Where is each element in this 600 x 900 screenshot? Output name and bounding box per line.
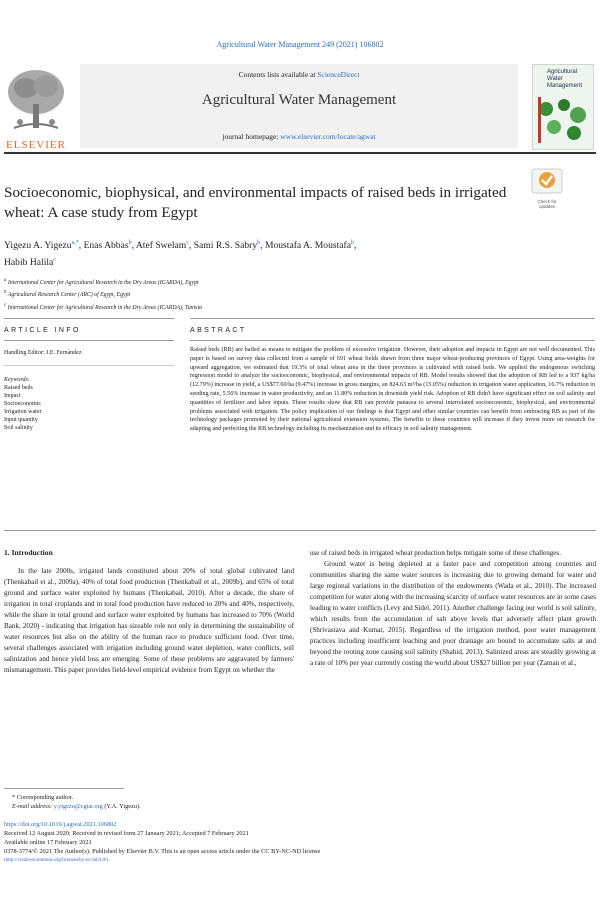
cover-graphic-icon bbox=[534, 95, 592, 145]
footnote-rule bbox=[4, 788, 124, 789]
author[interactable]: Moustafa A. Moustafa$^b$ bbox=[264, 240, 354, 252]
affiliation: $^a$ International Center for Agricultural Research in the Dry Areas (ICARDA), Egypt bbox=[4, 278, 199, 286]
available-online: Available online 17 February 2021 bbox=[4, 839, 92, 846]
cover-title: Agricultural Water Management bbox=[547, 69, 583, 89]
keyword: Impact bbox=[4, 393, 21, 399]
citation-line[interactable]: Agricultural Water Management 249 (2021) 106802 bbox=[216, 40, 384, 49]
article-title: Socioeconomic, biophysical, and environmental impacts of raised beds in irrigated wheat: A case study from Egypt bbox=[4, 184, 507, 221]
homepage-link[interactable]: www.elsevier.com/locate/agwat bbox=[280, 132, 376, 141]
keywords-label: Keywords: bbox=[4, 377, 30, 383]
homepage-label: journal homepage: bbox=[222, 132, 281, 141]
elsevier-tree-icon bbox=[4, 66, 68, 134]
keyword: Soil salinity bbox=[4, 425, 33, 431]
author[interactable]: Atef Swelam$^c$ bbox=[135, 240, 189, 252]
journal-header bbox=[80, 64, 518, 148]
contents-text: Contents lists available at bbox=[238, 70, 318, 79]
article-footer bbox=[4, 820, 596, 865]
author[interactable]: Yigezu A. Yigezu$^{a,*}$ bbox=[4, 240, 79, 252]
divider bbox=[4, 340, 174, 341]
divider bbox=[190, 318, 595, 319]
elsevier-wordmark: ELSEVIER bbox=[6, 139, 66, 151]
elsevier-logo bbox=[4, 66, 68, 151]
intro-left-column bbox=[4, 548, 294, 676]
journal-homepage bbox=[80, 132, 518, 141]
received-dates: Received 12 August 2020; Received in revised form 27 January 2021; Accepted 7 February 2021 bbox=[4, 830, 249, 837]
journal-title: Agricultural Water Management bbox=[201, 92, 397, 108]
footnote bbox=[12, 793, 412, 811]
article-info bbox=[4, 318, 174, 432]
intro-paragraph-2: Ground water is being depleted at a faster pace and competition among countries and communities sharing the same water sources is increasing due to growing demand for water and large regional variations in the distribution of the endowments (Wada et al., 2010). The increased competition for water along with the increasing scarcity of surface water resources are in some cases leading to water conflicts (Levy and Sidel, 2011). Another challenge facing our world is soil salinity, which results from the accumulation of salt above levels that adversely affect plant growth (Shrivastava and Kumar, 2015). Regardless of the irrigation method, poor water management practices including insufficient leaching and poor drainage are bound to accumulate salts at and beyond the rooting zone causing soil salinity (Shahid, 2013). Salinized areas are steadily growing at a rate of 10% per year currently costing the world about US$27 billion per year (Zaman et al., bbox=[310, 560, 596, 667]
email-link[interactable]: y.yigezu@cgiar.org bbox=[53, 803, 103, 810]
keyword: Raised beds bbox=[4, 385, 33, 391]
abstract bbox=[190, 318, 595, 434]
license-link[interactable]: (http://creativecommons.org/licenses/by-nc-nd/4.0/). bbox=[4, 858, 110, 863]
affiliations bbox=[4, 276, 564, 313]
author[interactable]: Enas Abbas$^b$ bbox=[83, 240, 132, 252]
intro-paragraph-continued: use of raised beds in irrigated wheat production helps mitigate some of these challenges. bbox=[310, 549, 561, 557]
introduction-heading: 1. Introduction bbox=[4, 548, 53, 557]
keyword: Irrigation water bbox=[4, 409, 42, 415]
abstract-heading: ABSTRACT bbox=[190, 327, 247, 334]
article-info-heading: ARTICLE INFO bbox=[4, 327, 81, 334]
email-line: E-mail address: y.yigezu@cgiar.org (Y.A. Yigezu). bbox=[12, 803, 141, 810]
crossmark-label: Check for updates bbox=[537, 199, 557, 209]
intro-right-column bbox=[310, 548, 596, 669]
doi-link[interactable]: https://doi.org/10.1016/j.agwat.2021.106802 bbox=[4, 821, 117, 828]
sciencedirect-link[interactable]: ScienceDirect bbox=[317, 70, 360, 79]
abstract-text: Raised beds (RB) are hailed as means to mitigate the problem of excessive irrigation. However, their adoption and impacts in Egypt are not well documented. This paper is based on survey data collected from a sample of 691 wheat fields drawn from three major wheat-producing provinces of Egypt. Using area-weights for upward aggregation, we estimated that 19.3% of total wheat area in the three provinces is cultivated with raised beds. We applied the endogenous switching regression model to analyze the socioeconomic, biophysical, and environmental impacts of RB. Model results showed that the adoption of RB led to a 937 kg/ha (12.79%) increase in yield, a US$77.60/ha (9.47%) increase in gross margins, an 824.63 m³/ha (15.05%) reduction in irrigation water application, 16.7% reduction in seeding rate, 5.56% increase in water productivity, and an 11.80% reduction in downside yield risk. Adoption of RB didn't have significant effect on soil salinity and quantities of fertilizer and labor inputs. These results show that RB can provide panacea to several interrelated socioeconomic, biophysical, and environmental problems associated with irrigation. The policy implication of our findings is that Egypt and other similar countries can benefit from embracing RB as part of the technology packages promoted by their national agricultural extension systems. The benefits to these countries will increase if they invest more on research for adapting and perfecting the RB technology including its mechanization and its efficacy in soil salinity management. bbox=[190, 347, 595, 433]
affiliation: $^c$ International Center for Agricultural Research in the Dry Areas (ICARDA), Tunisia bbox=[4, 302, 202, 311]
author[interactable]: Habib Halila$^c$ bbox=[4, 257, 56, 269]
copyright-line: 0378-3774/© 2021 The Author(s). Published by Elsevier B.V. This is an open access article under the CC BY-NC-ND license bbox=[4, 848, 321, 855]
keyword: Input quantity bbox=[4, 417, 38, 423]
author-list: Yigezu A. Yigezu$^{a,*}$, Enas Abbas$^b$, Atef Swelam$^c$, Sami R.S. Sabry$^b$, Moustafa A. Moustafa$^b$, Habib Halila$^c$ bbox=[4, 240, 357, 269]
contents-available bbox=[80, 70, 518, 79]
header-rule bbox=[4, 152, 596, 154]
divider bbox=[4, 318, 174, 319]
affiliation: $^b$ Agricultural Research Center (ARC) of Egypt, Egypt bbox=[4, 290, 131, 299]
section-rule bbox=[4, 530, 596, 531]
divider bbox=[4, 365, 174, 366]
keyword: Socioeconomic bbox=[4, 401, 41, 407]
handling-editor: Handling Editor: J.E. Fernández bbox=[4, 350, 82, 356]
journal-cover[interactable] bbox=[532, 64, 594, 150]
intro-paragraph-1: In the late 2000s, irrigated lands constituted about 20% of total global cultivated land (Thenkabail et al., 2009a), 40% of total food production (Thenkabail et al., 2009b), and 65% of total ground and surface water exploited by humans (Thenkabail, 2010). After a decade, the share of irrigation in total croplands and in total food production have reduced to 20% and 40%, respectively, while the share in total ground and surface water exploited by humans has increased to 70% (World Bank, 2020) - indicating that irrigation has sizeable role not only in determining the sustainability of water resources but also on the ability of the human race to produce sufficient food. Over time, several challenges associated with irrigation including ground water depletion, water conflicts, soil salinization and hence yield loss are emerging. Some of these problems are aggravated by farmers' mismanagement. This paper provides field-level empirical evidence from Egypt on whether the bbox=[4, 567, 294, 674]
check-for-updates-badge[interactable] bbox=[531, 168, 563, 209]
corresponding-author-note: * Corresponding author. bbox=[12, 794, 74, 801]
crossmark-icon bbox=[531, 168, 563, 194]
divider bbox=[190, 340, 595, 341]
author[interactable]: Sami R.S. Sabry$^b$ bbox=[193, 240, 261, 252]
